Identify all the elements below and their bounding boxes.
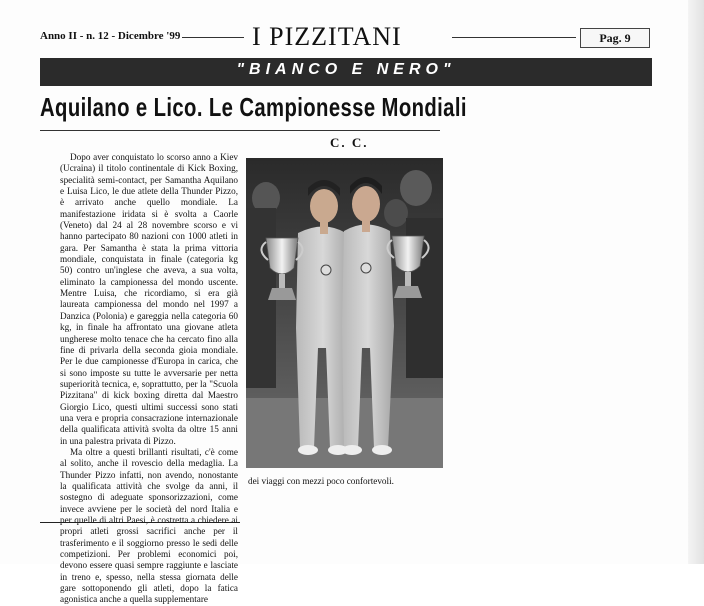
section-title: "BIANCO E NERO" — [236, 61, 456, 78]
page-edge-shadow — [688, 0, 704, 564]
header-rule-right — [452, 37, 576, 38]
header-rule-left — [182, 37, 244, 38]
article-continuation: dei viaggi con mezzi poco confortevoli. — [248, 476, 394, 486]
article-end-rule — [40, 522, 240, 523]
page-number-box — [580, 28, 650, 48]
athletes-photo — [246, 158, 443, 468]
article-body — [60, 152, 238, 606]
article-paragraph: Ma oltre a questi brillanti risultati, c'è come al solito, anche il rovescio della medaglia. La Thunder Pizzo infatti, non avendo, nonostante la qualificata attività che svolge da anni, il sostegno di adeguate sponsorizzazioni, come invece avviene per le società del nord Italia e per quelle di altri Paesi, è costretta a chiedere ai propri atleti grossi sacrifici anche per il trasferimento e il soggiorno presso le sedi delle competizioni. Per problemi economici poi, devono essere quasi sempre raggiunte e lasciate in treno e, spesso, nella stessa giornata delle gare sottoponendo gli atleti, dopo la fatica agonistica anche a quella supplementare — [60, 446, 238, 605]
article-headline: Aquilano e Lico. Le Campionesse Mondiali — [40, 92, 467, 122]
photo-illustration — [246, 158, 443, 468]
masthead-title: I PIZZITANI — [252, 22, 402, 51]
page-label: Pag. — [599, 31, 622, 45]
article-paragraph: Dopo aver conquistato lo scorso anno a Kiev (Ucraina) il titolo continentale di Kick Boxing, specialità semi-contact, per Samantha Aquilano e Luisa Lico, le due atlete della Thunder Pizzo, è arrivato anche quello mondiale. La manifestazione iridata si è svolta a Caorle (Veneto) dal 24 al 28 novembre scorso e vi hanno partecipato 80 nazioni con 1000 atleti in gara. Per Samantha è stata la prima vittoria mondiale, conquistata in finale (categoria kg 50) contro un'inglese che aveva, a sua volta, eliminato la campionessa del mondo uscente. Mentre Luisa, che ricordiamo, si era già laureata campionessa del mondo nel 1997 a Danzica (Polonia) e gareggia nella categoria 60 kg, in finale ha affrontato una giovane atleta ungherese molto tenace che ha cercato fino alla fine di privarla della seconda gioia mondiale. Per le due campionesse d'Europa in carica, che si sono imposte su tutte le avversarie per netta superiorità tecnica, e, soprattutto, per la "Scuola Pizzitana" di kick boxing diretta dal Maestro Giorgio Lico, questi ultimi successi sono stati una vera e propria consacrazione internazionale della qualificata attività svolta da oltre 15 anni in una palestra privata di Pizzo. — [60, 152, 238, 446]
page-number: 9 — [624, 31, 631, 45]
article-byline: C. C. — [330, 135, 369, 150]
issue-info: Anno II - n. 12 - Dicembre '99 — [40, 30, 181, 42]
section-banner — [40, 58, 652, 86]
headline-rule — [40, 130, 440, 131]
